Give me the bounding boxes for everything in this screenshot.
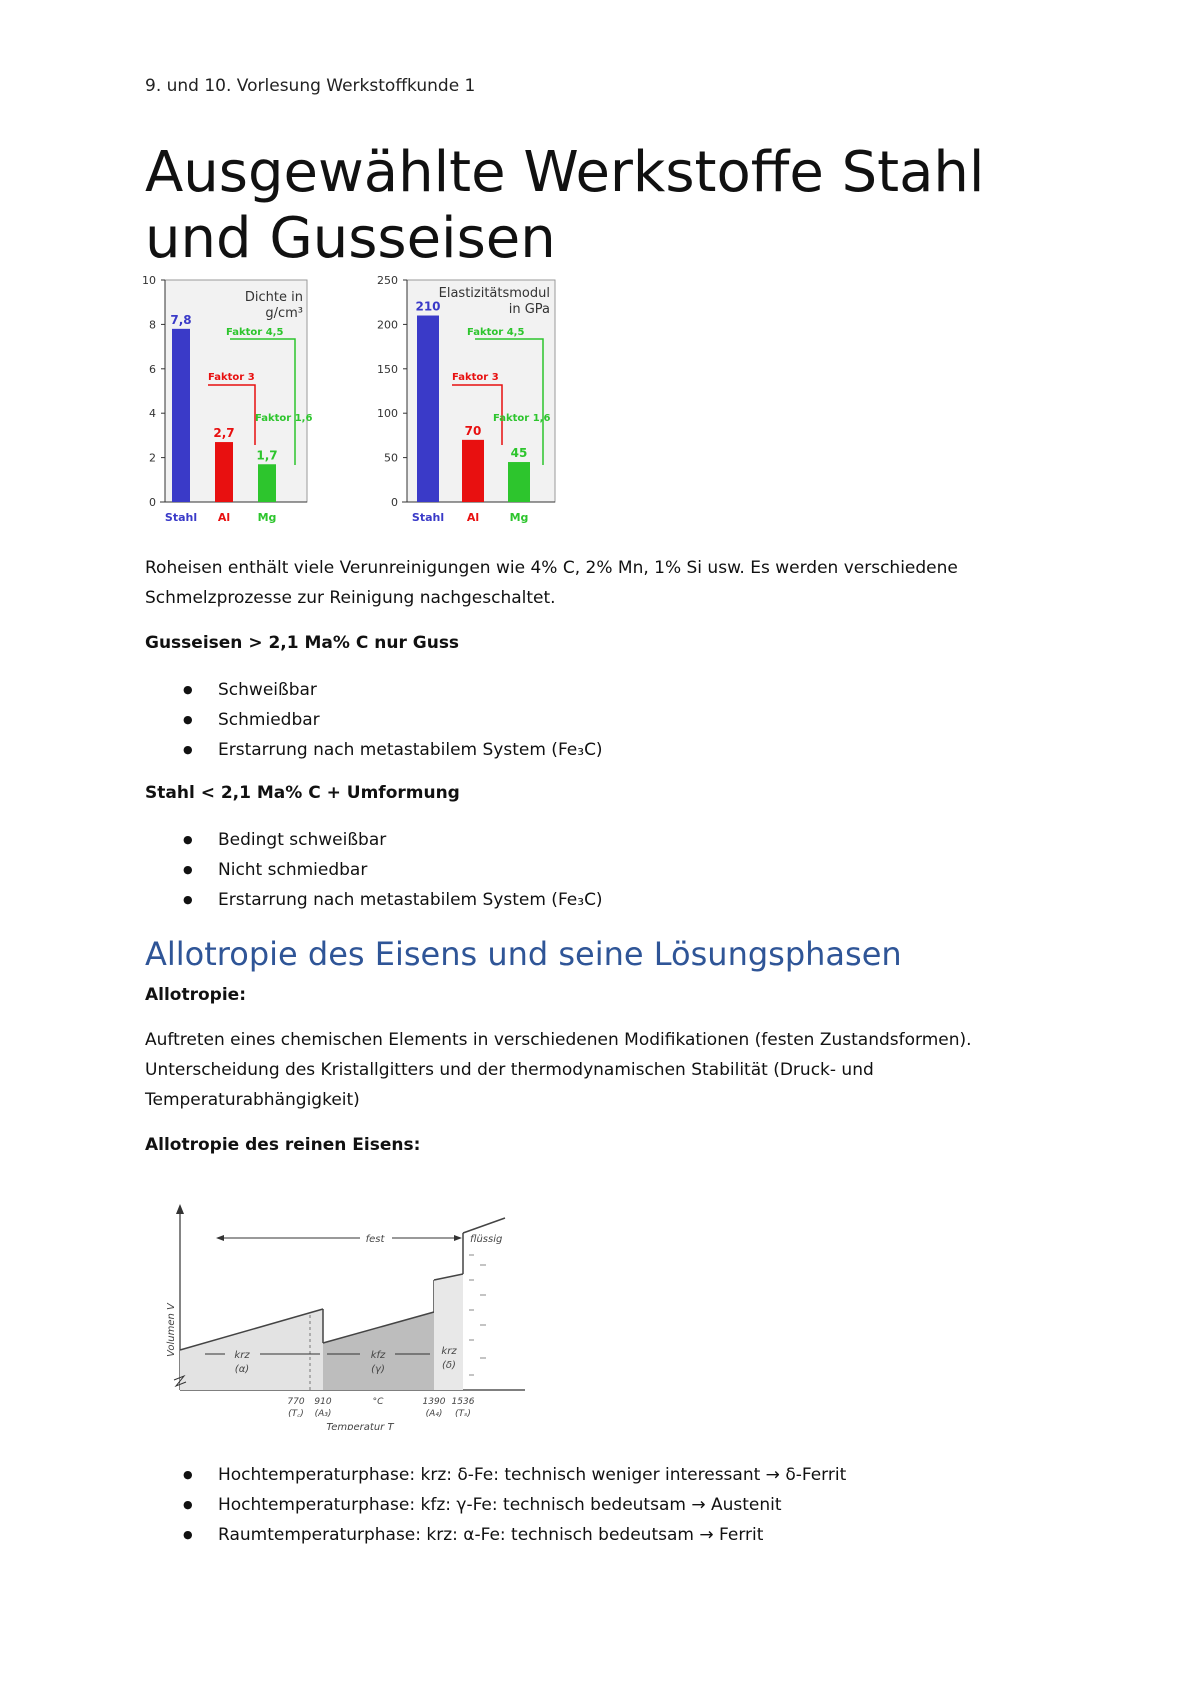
temp-1536-label: (Tₛ): [455, 1409, 471, 1419]
allotropie-rein-label: Allotropie des reinen Eisens:: [145, 1135, 421, 1155]
temp-910: 910: [314, 1397, 332, 1407]
y-tick-label: 250: [377, 275, 398, 287]
diagram-fluessig-label: flüssig: [470, 1234, 503, 1245]
list-item: ● Erstarrung nach metastabilem System (Fe₃C): [145, 735, 603, 765]
y-tick-label: 150: [377, 362, 398, 376]
data-label: 2,7: [213, 426, 235, 441]
category-label: Al: [217, 511, 231, 524]
y-tick-label: 2: [149, 451, 156, 465]
density-factor-4-5: Faktor 4,5: [226, 327, 284, 338]
page-title: [145, 140, 984, 272]
data-label: 210: [415, 299, 441, 314]
modulus-chart-title-1: Elastizitätsmodul: [438, 286, 550, 301]
category-label: Mg: [257, 511, 277, 524]
list-item: ● Hochtemperaturphase: kfz: γ-Fe: technisch bedeutsam → Austenit: [145, 1490, 846, 1520]
list-item: ● Bedingt schweißbar: [145, 825, 603, 855]
data-label: 45: [510, 446, 528, 461]
allotropie-label: Allotropie:: [145, 985, 247, 1005]
y-tick-label: 200: [377, 318, 398, 332]
allotropie-section-heading: Allotropie des Eisens und seine Lösungsphasen: [145, 935, 902, 973]
bar-al: [215, 442, 233, 502]
temp-1390-label: (A₄): [425, 1409, 443, 1419]
diagram-fest-label: fest: [365, 1234, 385, 1245]
diagram-ylabel: Volumen V: [166, 1303, 177, 1357]
y-tick-label: 50: [384, 451, 398, 465]
density-chart-title-2: g/cm³: [265, 306, 303, 321]
list-item: ● Schmiedbar: [145, 705, 603, 735]
bar-mg: [508, 462, 530, 502]
allotropie-line-2: Unterscheidung des Kristallgitters und der thermodynamischen Stabilität (Druck- und: [145, 1060, 874, 1080]
title-line-2: und Gusseisen: [145, 206, 556, 271]
bar-mg: [258, 464, 276, 502]
category-label: Mg: [509, 511, 529, 524]
list-item: ● Erstarrung nach metastabilem System (Fe₃C): [145, 885, 603, 915]
stahl-heading: Stahl < 2,1 Ma% C + Umformung: [145, 783, 460, 803]
temp-1536: 1536: [451, 1397, 475, 1407]
phase-alpha-symbol: (α): [234, 1364, 250, 1375]
temp-unit: °C: [372, 1397, 384, 1407]
data-label: 70: [464, 423, 482, 438]
phase-alpha-name: krz: [234, 1350, 250, 1361]
y-tick-label: 100: [377, 407, 398, 421]
density-chart: [142, 275, 312, 524]
list-item: ● Schweißbar: [145, 675, 603, 705]
category-label: Stahl: [411, 511, 445, 524]
bar-stahl: [172, 329, 190, 502]
gusseisen-list: [145, 675, 603, 765]
density-chart-title-1: Dichte in: [244, 290, 303, 305]
y-tick-label: 4: [149, 407, 156, 421]
density-factor-1-6: Faktor 1,6: [255, 413, 313, 424]
modulus-factor-4-5: Faktor 4,5: [467, 327, 525, 338]
allotropie-line-3: Temperaturabhängigkeit): [145, 1090, 360, 1110]
phase-delta-symbol: (δ): [442, 1360, 456, 1371]
density-factor-3: Faktor 3: [208, 372, 255, 383]
y-tick-label: 10: [142, 275, 156, 287]
list-item: ● Nicht schmiedbar: [145, 855, 603, 885]
y-tick-label: 0: [391, 496, 398, 509]
bar-stahl: [417, 316, 439, 502]
modulus-factor-3: Faktor 3: [452, 372, 499, 383]
list-item: ● Hochtemperaturphase: krz: δ-Fe: technisch weniger interessant → δ-Ferrit: [145, 1460, 846, 1490]
category-label: Stahl: [164, 511, 198, 524]
allotropie-definition: [145, 1025, 972, 1115]
modulus-factor-1-6: Faktor 1,6: [493, 413, 551, 424]
temp-1390: 1390: [422, 1397, 446, 1407]
phase-delta-name: krz: [441, 1346, 457, 1357]
gusseisen-heading: Gusseisen > 2,1 Ma% C nur Guss: [145, 633, 460, 653]
y-tick-label: 6: [149, 362, 156, 376]
phase-gamma-name: kfz: [370, 1350, 386, 1361]
modulus-chart: [377, 275, 555, 524]
data-label: 7,8: [170, 312, 192, 327]
intro-line-1: Roheisen enthält viele Verunreinigungen wie 4% C, 2% Mn, 1% Si usw. Es werden verschiedene: [145, 558, 958, 578]
diagram-xlabel: Temperatur T: [326, 1422, 394, 1430]
category-label: Al: [466, 511, 480, 524]
temp-910-label: (A₃): [314, 1409, 332, 1419]
intro-line-2: Schmelzprozesse zur Reinigung nachgeschaltet.: [145, 588, 556, 608]
intro-paragraph: [145, 553, 958, 613]
y-tick-label: 8: [149, 318, 156, 332]
list-item: ● Raumtemperaturphase: krz: α-Fe: technisch bedeutsam → Ferrit: [145, 1520, 846, 1550]
material-comparison-charts: [140, 275, 600, 540]
allotropie-line-1: Auftreten eines chemischen Elements in verschiedenen Modifikationen (festen Zustandsformen).: [145, 1030, 972, 1050]
title-line-1: Ausgewählte Werkstoffe Stahl: [145, 140, 985, 205]
temp-770-label: (T꜀): [288, 1409, 304, 1419]
allotropy-volume-diagram: [160, 1180, 530, 1430]
modulus-chart-title-2: in GPa: [508, 302, 550, 317]
page-header: 9. und 10. Vorlesung Werkstoffkunde 1: [145, 76, 476, 96]
phases-list: [145, 1460, 846, 1550]
phase-gamma-symbol: (γ): [371, 1364, 385, 1375]
stahl-list: [145, 825, 603, 915]
temp-770: 770: [287, 1397, 305, 1407]
data-label: 1,7: [256, 448, 278, 463]
bar-al: [462, 440, 484, 502]
y-tick-label: 0: [149, 496, 156, 509]
